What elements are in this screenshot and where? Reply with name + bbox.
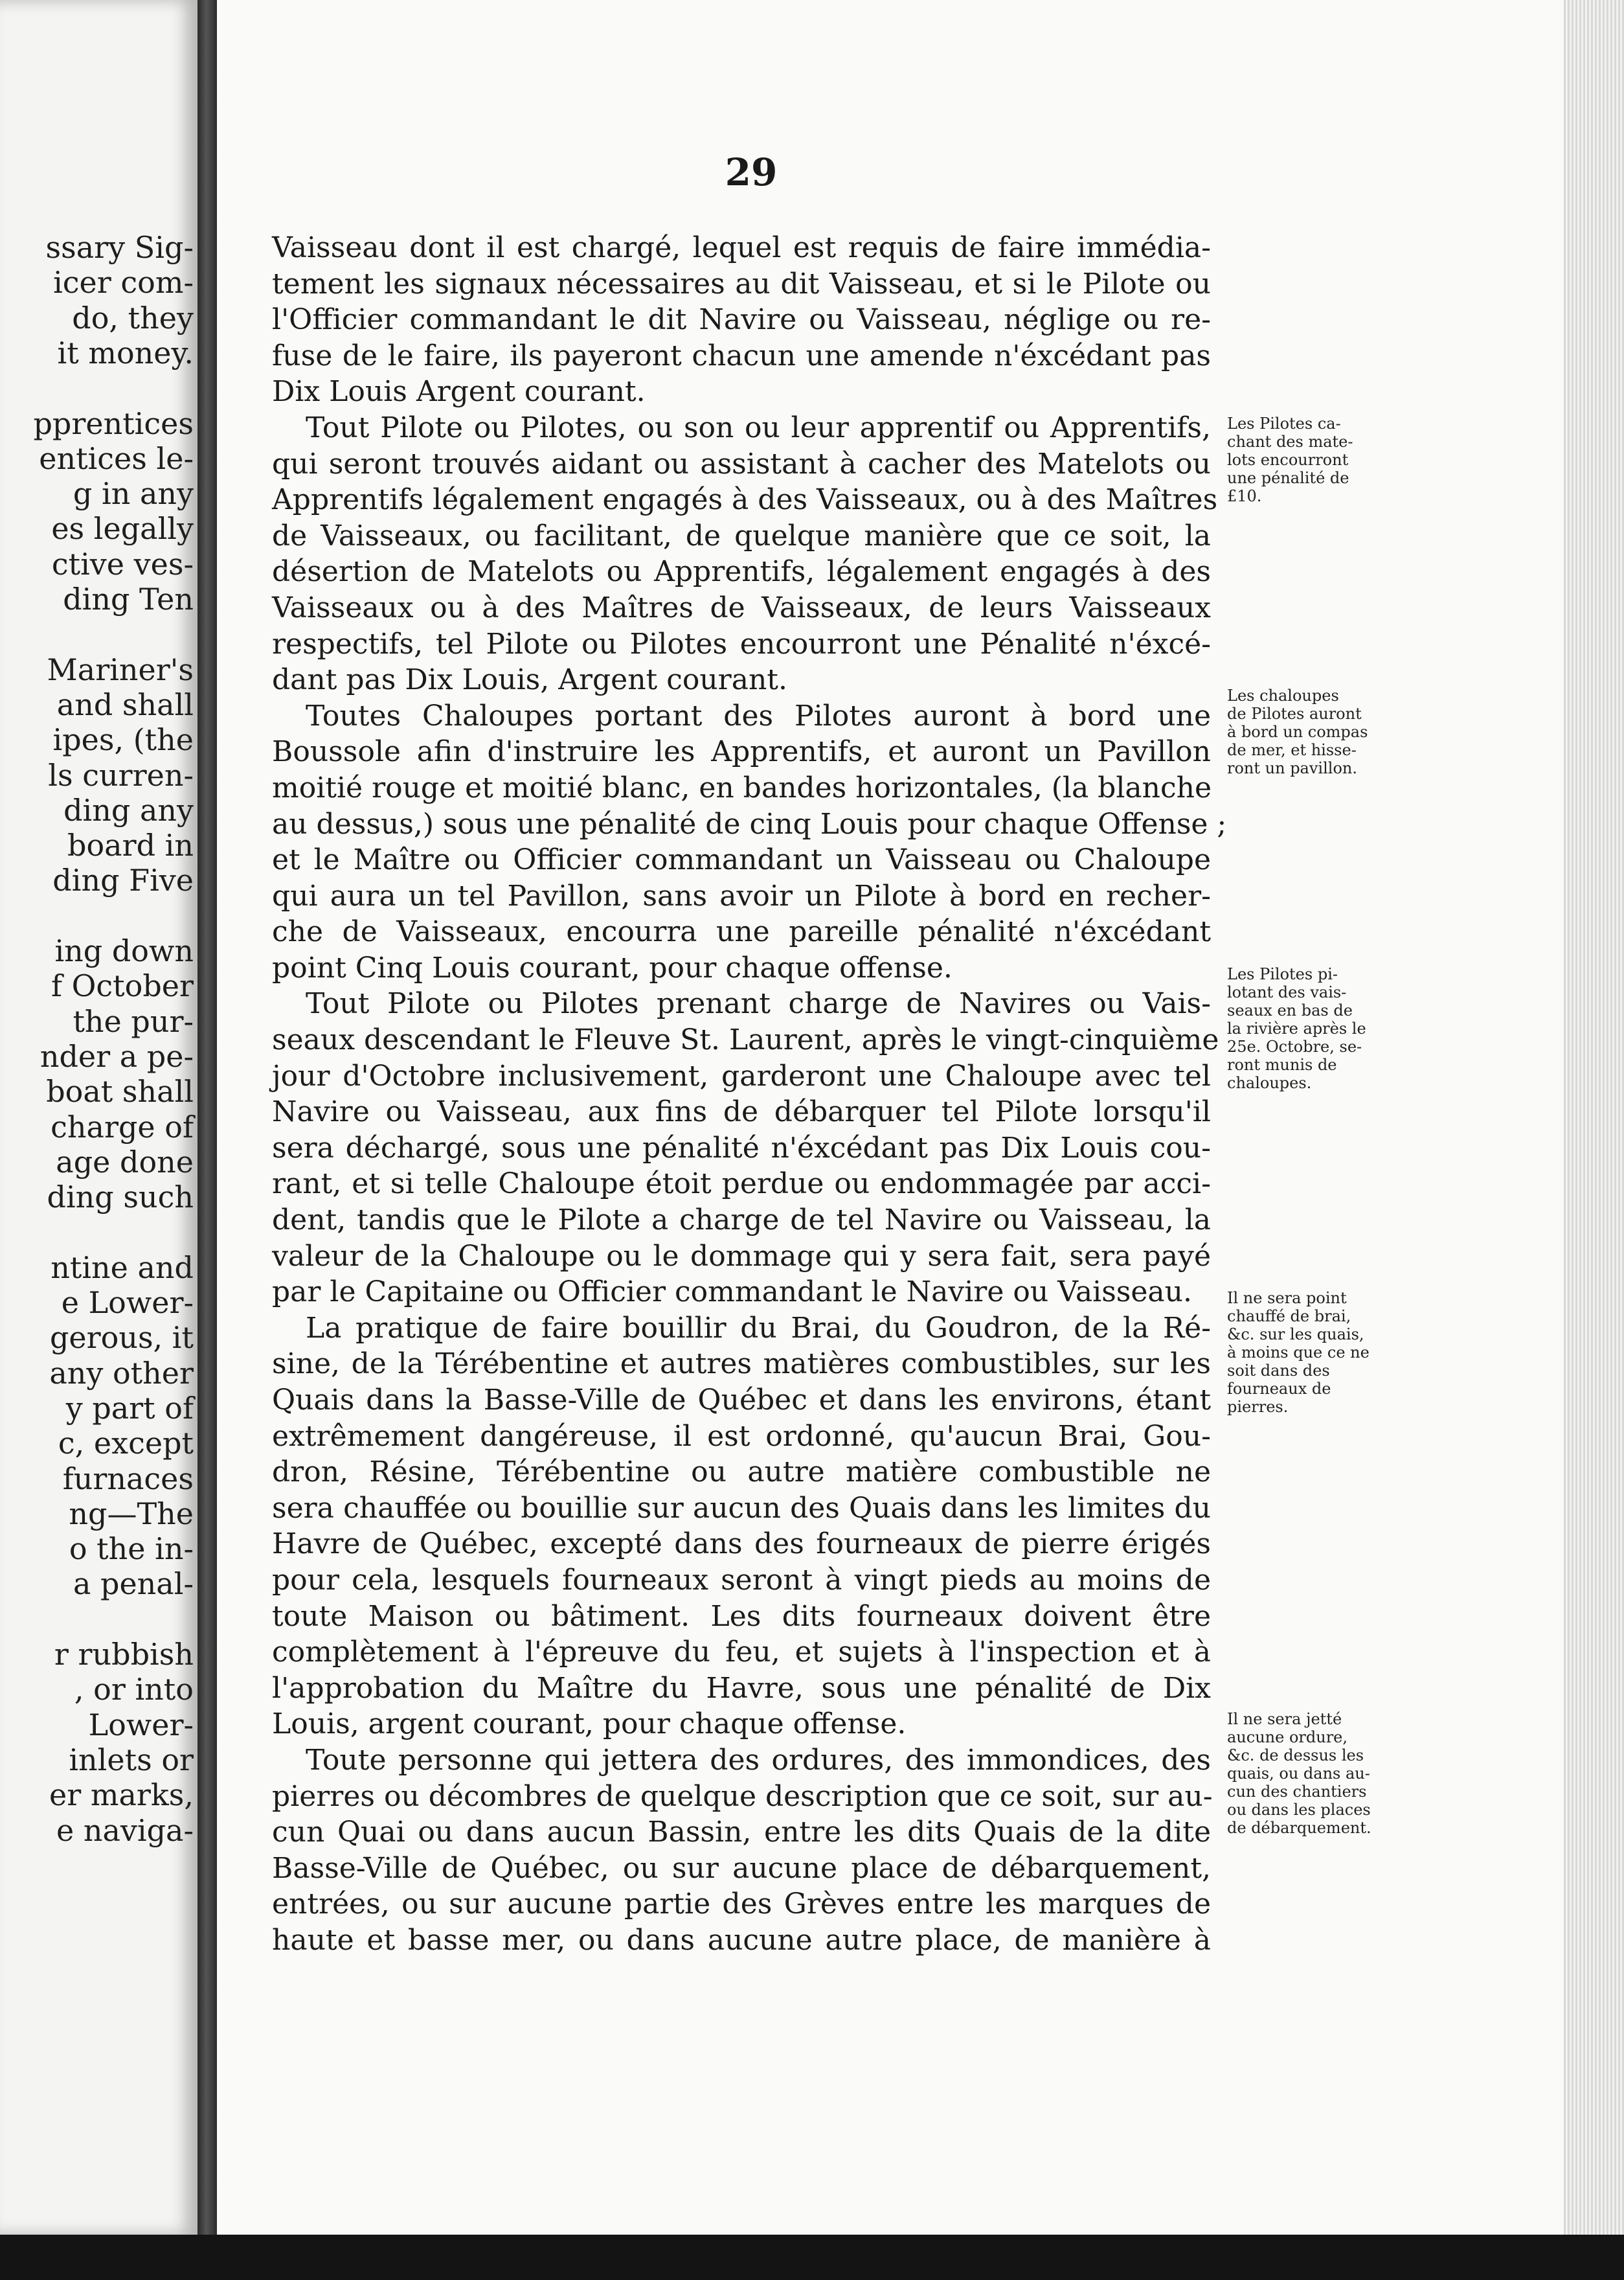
text-line: point Cinq Louis courant, pour chaque offense.: [272, 951, 953, 985]
facing-page-line: and shall: [56, 687, 194, 722]
text-line: qui seront trouvés aidant ou assistant à cacher des Matelots ou: [272, 447, 1211, 481]
facing-page-line: furnaces: [62, 1461, 194, 1496]
margin-note-line: chant des mate-: [1227, 433, 1353, 451]
margin-note-line: ou dans les places: [1227, 1801, 1371, 1819]
text-line: qui aura un tel Pavillon, sans avoir un Pilote à bord en recher-: [272, 879, 1211, 913]
margin-note-line: à bord un compas: [1227, 723, 1368, 741]
text-line: de Vaisseaux, ou facilitant, de quelque manière que ce soit, la: [272, 519, 1211, 553]
text-line: Navire ou Vaisseau, aux fins de débarquer tel Pilote lorsqu'il: [272, 1095, 1211, 1129]
text-line: Tout Pilote ou Pilotes prenant charge de Navires ou Vais-: [306, 987, 1211, 1021]
text-line: Louis, argent courant, pour chaque offense.: [272, 1707, 907, 1741]
facing-page-line: c, except: [58, 1426, 194, 1461]
facing-page-line: ng—The: [69, 1496, 194, 1531]
margin-note-line: chaloupes.: [1227, 1074, 1312, 1092]
text-line: che de Vaisseaux, encourra une pareille pénalité n'éxcédant: [272, 915, 1211, 949]
text-line: fuse de le faire, ils payeront chacun une amende n'éxcédant pas: [272, 339, 1211, 372]
text-line: Tout Pilote ou Pilotes, ou son ou leur apprentif ou Apprentifs,: [306, 411, 1211, 444]
facing-page-line: f October: [51, 968, 194, 1004]
text-line: seaux descendant le Fleuve St. Laurent, après le vingt-cinquième: [272, 1023, 1219, 1057]
text-line: jour d'Octobre inclusivement, garderont une Chaloupe avec tel: [272, 1059, 1211, 1093]
margin-note-line: pierres.: [1227, 1398, 1289, 1416]
text-line: désertion de Matelots ou Apprentifs, légalement engagés à des: [272, 555, 1211, 589]
text-line: sera déchargé, sous une pénalité n'éxcédant pas Dix Louis cou-: [272, 1131, 1211, 1165]
margin-note-line: Il ne sera point: [1227, 1289, 1347, 1307]
margin-note-line: quais, ou dans au-: [1227, 1764, 1370, 1783]
margin-note: [1227, 1710, 1395, 1837]
facing-page-line: icer com-: [53, 265, 194, 301]
facing-page-line: age done: [56, 1144, 194, 1180]
text-line: Boussole afin d'instruire les Apprentifs, et auront un Pavillon: [272, 735, 1211, 769]
facing-page-line: Lower-: [88, 1707, 194, 1742]
margin-note-line: 25e. Octobre, se-: [1227, 1038, 1362, 1056]
facing-page-line: e Lower-: [61, 1285, 194, 1320]
facing-page-line: er marks,: [49, 1777, 194, 1813]
margin-note: [1227, 415, 1395, 505]
text-line: respectifs, tel Pilote ou Pilotes encourront une Pénalité n'éxcé-: [272, 627, 1211, 661]
text-line: pierres ou décombres de quelque description que ce soit, sur au-: [272, 1779, 1213, 1813]
facing-page-line: ding such: [47, 1180, 194, 1215]
text-line: Dix Louis Argent courant.: [272, 375, 646, 409]
facing-page-line: o the in-: [69, 1531, 194, 1567]
margin-note-line: fourneaux de: [1227, 1380, 1331, 1398]
facing-page-line: gerous, it: [49, 1320, 194, 1356]
margin-note-line: lotant des vais-: [1227, 983, 1347, 1001]
text-line: haute et basse mer, ou dans aucune autre place, de manière à: [272, 1923, 1211, 1957]
text-line: valeur de la Chaloupe ou le dommage qui y sera fait, sera payé: [272, 1239, 1211, 1273]
text-line: cun Quai ou dans aucun Bassin, entre les dits Quais de la dite: [272, 1816, 1211, 1849]
text-line: La pratique de faire bouillir du Brai, du Goudron, de la Ré-: [306, 1311, 1211, 1345]
facing-page-line: ding any: [63, 792, 194, 828]
text-line: complètement à l'épreuve du feu, et sujets à l'inspection et à: [272, 1636, 1211, 1669]
facing-page-line: nder a pe-: [39, 1038, 194, 1074]
facing-page-line: g in any: [73, 476, 194, 512]
margin-note-line: ront un pavillon.: [1227, 759, 1357, 777]
text-line: Quais dans la Basse-Ville de Québec et dans les environs, étant: [272, 1384, 1211, 1417]
text-line: toute Maison ou bâtiment. Les dits fourneaux doivent être: [272, 1599, 1211, 1633]
text-line: entrées, ou sur aucune partie des Grèves entre les marques de: [272, 1887, 1211, 1921]
facing-page-line: the pur-: [73, 1003, 194, 1039]
facing-page-line: a penal-: [73, 1566, 194, 1602]
facing-page-line: ding Ten: [63, 582, 194, 617]
margin-note-line: Il ne sera jetté: [1227, 1710, 1342, 1728]
facing-page: [0, 0, 197, 2235]
margin-note-line: aucune ordure,: [1227, 1728, 1348, 1746]
text-line: rant, et si telle Chaloupe étoit perdue ou endommagée par acci-: [272, 1167, 1211, 1201]
text-line: et le Maître ou Officier commandant un Vaisseau ou Chaloupe: [272, 843, 1211, 877]
facing-page-line: charge of: [51, 1109, 194, 1145]
facing-page-line: boat shall: [46, 1074, 194, 1110]
text-line: Apprentifs légalement engagés à des Vaisseaux, ou à des Maîtres: [272, 483, 1218, 517]
text-line: l'Officier commandant le dit Navire ou Vaisseau, néglige ou re-: [272, 303, 1211, 337]
text-line: pour cela, lesquels fourneaux seront à vingt pieds au moins de: [272, 1563, 1211, 1597]
text-line: Toutes Chaloupes portant des Pilotes auront à bord une: [306, 699, 1211, 733]
text-line: sine, de la Térébentine et autres matières combustibles, sur les: [272, 1347, 1211, 1381]
facing-page-line: entices le-: [39, 440, 194, 476]
facing-page-line: ssary Sig-: [45, 230, 194, 265]
margin-note: [1227, 687, 1395, 777]
facing-page-line: inlets or: [69, 1742, 194, 1777]
body-text: [272, 230, 1227, 1959]
facing-page-line: any other: [49, 1355, 194, 1391]
margin-note: [1227, 965, 1395, 1092]
text-line: extrêmement dangéreuse, il est ordonné, qu'aucun Brai, Gou-: [272, 1419, 1211, 1453]
text-line: au dessus,) sous une pénalité de cinq Louis pour chaque Offense ;: [272, 807, 1227, 841]
facing-page-line: ls curren-: [48, 757, 194, 793]
margin-note-line: &c. sur les quais,: [1227, 1325, 1364, 1343]
margin-note-line: la rivière après le: [1227, 1020, 1366, 1038]
text-line: par le Capitaine ou Officier commandant le Navire ou Vaisseau.: [272, 1275, 1192, 1309]
margin-note-line: de débarquement.: [1227, 1819, 1371, 1837]
text-line: tement les signaux nécessaires au dit Vaisseau, et si le Pilote ou: [272, 267, 1211, 301]
facing-page-line: ing down: [54, 933, 194, 968]
facing-page-line: Mariner's: [47, 652, 194, 687]
facing-page-line: pprentices: [33, 405, 194, 441]
margin-note-line: £10.: [1227, 487, 1262, 505]
book-gutter: [197, 0, 217, 2235]
margin-note-line: Les chaloupes: [1227, 687, 1339, 705]
facing-page-line: y part of: [65, 1390, 194, 1426]
text-line: dant pas Dix Louis, Argent courant.: [272, 663, 787, 697]
margin-note-line: une pénalité de: [1227, 469, 1349, 487]
facing-page-line: es legally: [51, 511, 194, 547]
margin-note-line: lots encourront: [1227, 451, 1349, 469]
page-number: 29: [725, 150, 778, 194]
facing-page-line: , or into: [74, 1672, 194, 1707]
margin-note-line: soit dans des: [1227, 1362, 1330, 1380]
text-line: Toute personne qui jettera des ordures, des immondices, des: [306, 1743, 1211, 1777]
facing-page-line: ipes, (the: [52, 722, 194, 758]
facing-page-line: e naviga-: [56, 1812, 194, 1848]
text-line: moitié rouge et moitié blanc, en bandes horizontales, (la blanche: [272, 771, 1212, 804]
text-line: sera chauffée ou bouillie sur aucun des Quais dans les limites du: [272, 1491, 1211, 1525]
facing-page-line: ding Five: [52, 863, 194, 898]
text-line: dron, Résine, Térébentine ou autre matière combustible ne: [272, 1455, 1211, 1489]
margin-note-line: chauffé de brai,: [1227, 1307, 1351, 1325]
facing-page-line: ctive ves-: [51, 546, 194, 582]
facing-page-line: board in: [67, 828, 194, 863]
text-line: Basse-Ville de Québec, ou sur aucune place de débarquement,: [272, 1851, 1211, 1885]
text-line: Vaisseau dont il est chargé, lequel est requis de faire immédia-: [272, 231, 1211, 264]
margin-note-line: de Pilotes auront: [1227, 705, 1362, 723]
margin-note-line: de mer, et hisse-: [1227, 741, 1357, 759]
margin-note-line: seaux en bas de: [1227, 1001, 1353, 1020]
margin-note-line: cun des chantiers: [1227, 1783, 1367, 1801]
facing-page-line: do, they: [72, 300, 194, 336]
text-line: Vaisseaux ou à des Maîtres de Vaisseaux, de leurs Vaisseaux: [272, 591, 1211, 624]
page-edges: [1564, 0, 1624, 2235]
margin-note-line: &c. de dessus les: [1227, 1746, 1364, 1764]
facing-page-line: r rubbish: [54, 1637, 194, 1672]
margin-note-line: à moins que ce ne: [1227, 1343, 1370, 1362]
facing-page-line: it money.: [57, 335, 194, 370]
text-line: l'approbation du Maître du Havre, sous une pénalité de Dix: [272, 1671, 1211, 1705]
margin-note-line: Les Pilotes pi-: [1227, 965, 1338, 983]
text-line: dent, tandis que le Pilote a charge de tel Navire ou Vaisseau, la: [272, 1203, 1211, 1237]
facing-page-line: ntine and: [51, 1249, 194, 1285]
scan-border: [0, 2235, 1624, 2280]
margin-note: [1227, 1289, 1395, 1416]
margin-note-line: Les Pilotes ca-: [1227, 415, 1341, 433]
text-line: Havre de Québec, excepté dans des fourneaux de pierre érigés: [272, 1527, 1211, 1561]
margin-note-line: ront munis de: [1227, 1056, 1337, 1074]
